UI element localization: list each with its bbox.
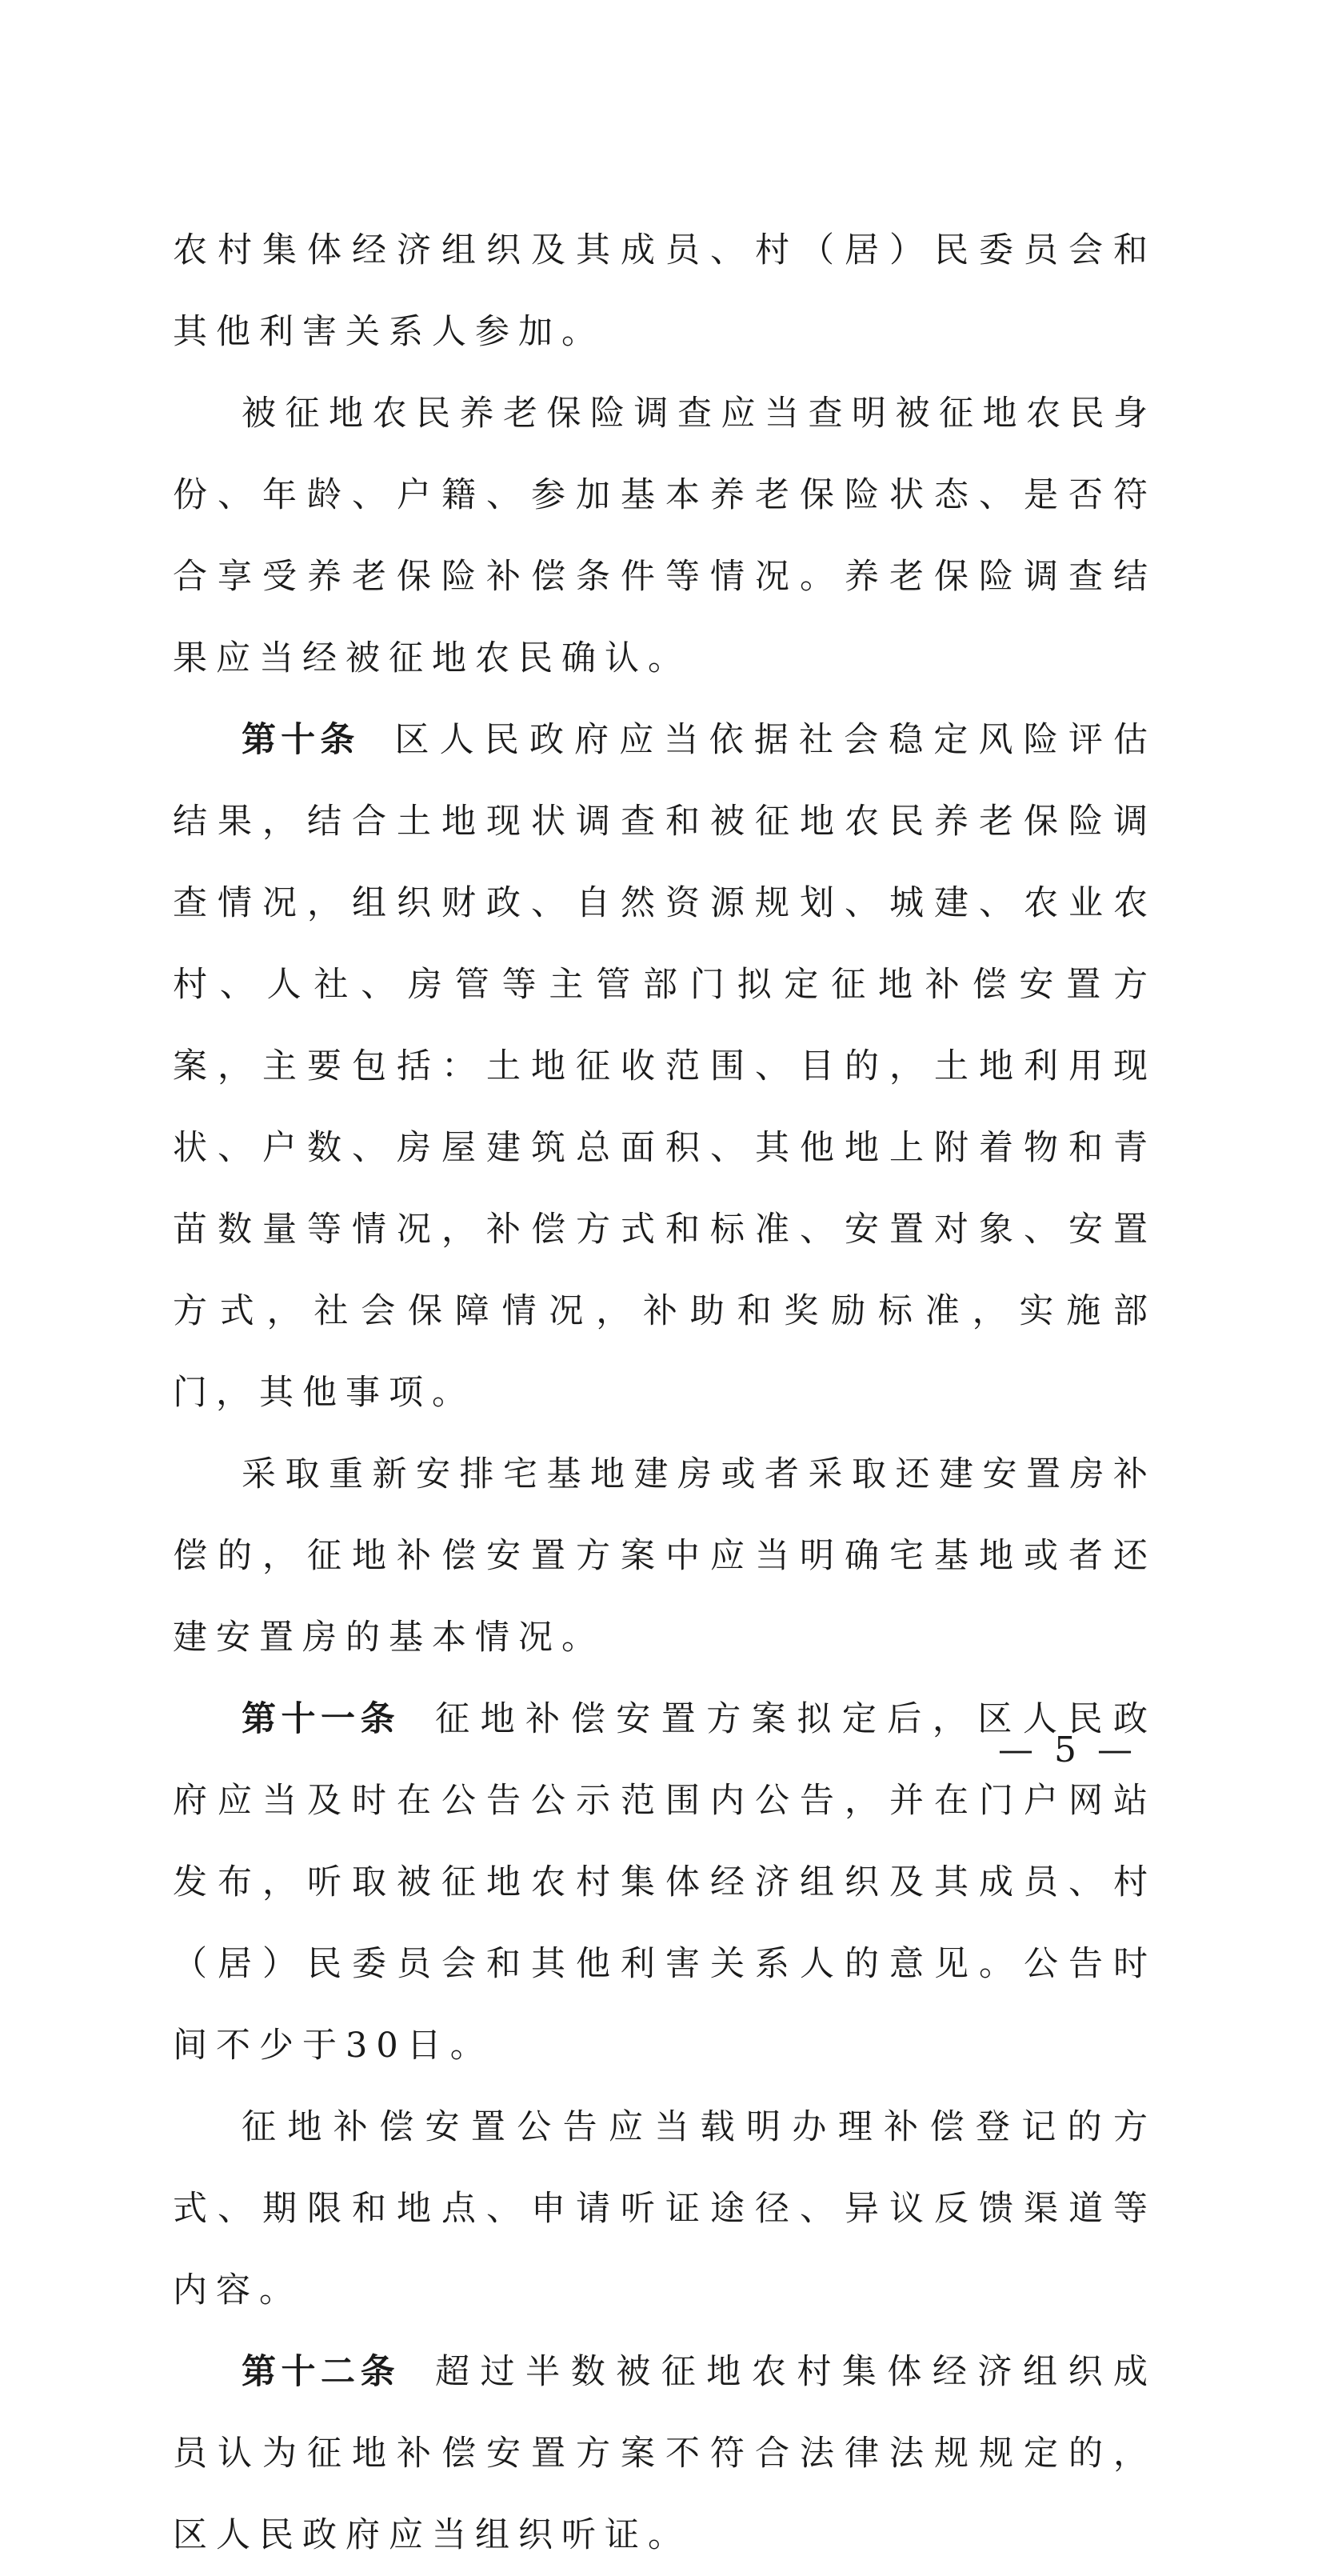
article-12 [173, 2331, 1156, 2576]
paragraph-2 [173, 373, 1156, 699]
paragraph-4-text: 采取重新安排宅基地建房或者采取还建安置房补偿的，征地补偿安置方案中应当明确宅基地或者还建安置房的基本情况。 [173, 1454, 1156, 1658]
document-body [173, 210, 1156, 2576]
article-11-text: 征地补偿安置方案拟定后，区人民政府应当及时在公告公示范围内公告，并在门户网站发布，听取被征地农村集体经济组织及其成员、村（居）民委员会和其他利害关系人的意见。公告时间不少于30日。 [173, 1699, 1157, 2066]
paragraph-6-text: 征地补偿安置公告应当载明办理补偿登记的方式、期限和地点、申请听证途径、异议反馈渠道等内容。 [173, 2107, 1156, 2310]
paragraph-1 [173, 210, 1156, 373]
page-number: — 5 — [998, 1730, 1137, 1770]
article-12-text: 超过半数被征地农村集体经济组织成员认为征地补偿安置方案不符合法律法规规定的，区人民政府应当组织听证。 [173, 2352, 1157, 2555]
article-10-heading: 第十条 [242, 720, 360, 760]
article-10 [173, 699, 1156, 1434]
paragraph-4 [173, 1434, 1156, 1678]
paragraph-2-text: 被征地农民养老保险调查应当查明被征地农民身份、年龄、户籍、参加基本养老保险状态、是否符合享受养老保险补偿条件等情况。养老保险调查结果应当经被征地农民确认。 [173, 394, 1156, 678]
paragraph-1-text: 农村集体经济组织及其成员、村（居）民委员会和其他利害关系人参加。 [173, 230, 1156, 352]
article-12-heading: 第十二条 [242, 2352, 401, 2392]
paragraph-6 [173, 2086, 1156, 2331]
article-11-heading: 第十一条 [242, 1699, 401, 1739]
article-10-text: 区人民政府应当依据社会稳定风险评估结果，结合土地现状调查和被征地农民养老保险调查情况，组织财政、自然资源规划、城建、农业农村、人社、房管等主管部门拟定征地补偿安置方案，主要包括：土地征收范围、目的，土地利用现状、户数、房屋建筑总面积、其他地上附着物和青苗数量等情况，补偿方式和标准、安置对象、安置方式，社会保障情况，补助和奖励标准，实施部门，其他事项。 [173, 720, 1157, 1413]
